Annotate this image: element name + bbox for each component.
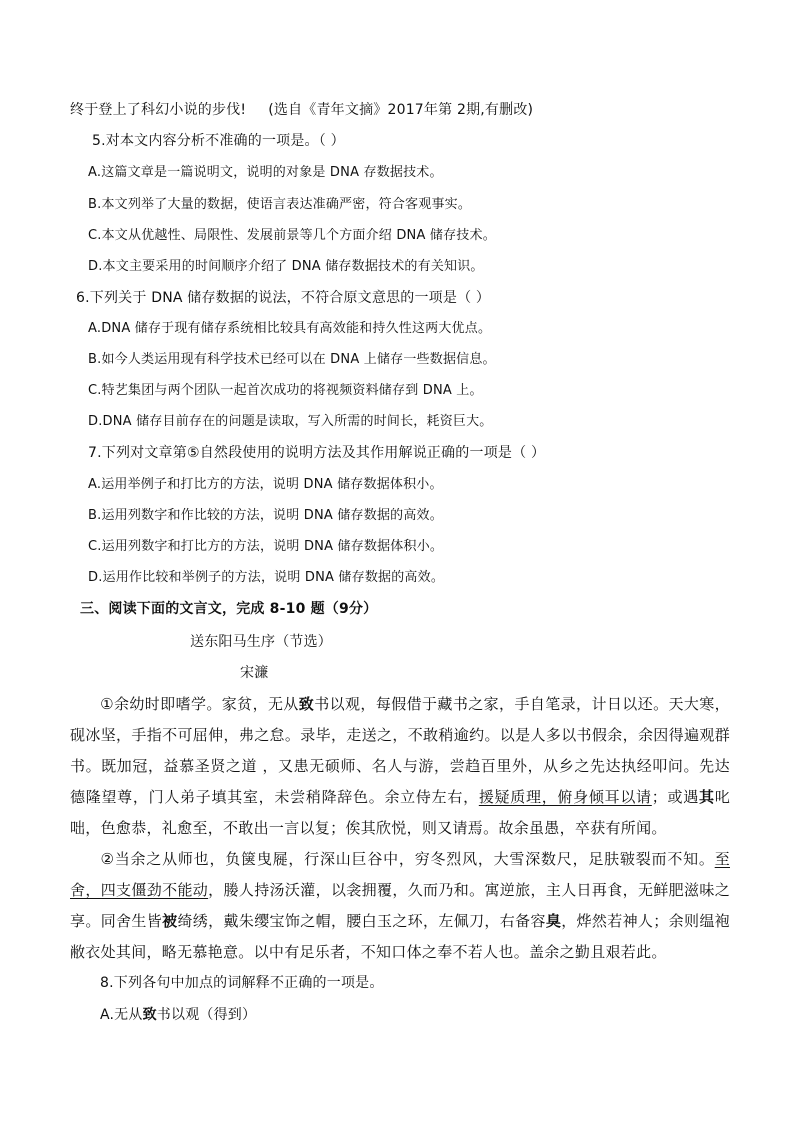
para1-text-3: ；或遇 [651,788,699,806]
question-6-option-c: C.特艺集团与两个团队一起首次成功的将视频资料储存到 DNA 上。 [88,383,483,398]
para2-text-4: ，烨然若神人；余则缊袍敝衣处其间，略无慕艳意。以中有足乐者，不知口体之奉不若人也。盖余之勤且艰若此。 [70,912,730,961]
q8-option-a-prefix: A.无从 [100,1007,143,1023]
question-7-option-a: A.运用举例子和打比方的方法，说明 DNA 储存数据体积小。 [88,477,443,492]
para2-text-2: ，媵人持汤沃灌，以衾拥覆，久而乃和。寓逆旅，主人日再食，无鲜肥滋味之享。同舍生皆 [70,881,730,930]
question-6-option-b: B.如今人类运用现有科学技术已经可以在 DNA 上储存一些数据信息。 [88,352,496,367]
passage-title: 送东阳马生序（节选） [190,634,332,650]
question-5-option-b: B.本文列举了大量的数据，使语言表达准确严密，符合客观事实。 [88,197,472,212]
para2-text-3: 绮绣，戴朱缨宝饰之帽，腰白玉之环，左佩刀，右备容 [177,912,546,930]
para1-underlined-sentence: 援疑质理，俯身倾耳以请 [478,788,652,806]
para2-underlined-sentence: 至舍，四支僵劲不能动 [70,850,730,899]
question-8-stem: 8.下列各句中加点的词解释不正确的一项是。 [100,975,384,991]
para1-text-4: 叱咄，色愈恭，礼愈至，不敢出一言以复；俟其欣悦，则又请焉。故余虽愚，卒获有所闻。 [70,788,730,837]
source-line [70,101,533,119]
question-5-option-c: C.本文从优越性、局限性、发展前景等几个方面介绍 DNA 储存技术。 [88,228,496,243]
question-7-stem: 7.下列对文章第⑤自然段使用的说明方法及其作用解说正确的一项是（ ） [88,445,546,461]
para1-dotted-word-zhi: 致 [298,695,315,713]
para2-dotted-word-xiu: 臭 [545,912,562,930]
passage-paragraph-1 [70,689,730,844]
source-note: (选自《青年文摘》2017年第 2期,有删改) [268,102,534,118]
q8-option-a-dotted-word: 致 [142,1007,157,1023]
question-6-option-a: A.DNA 储存于现有储存系统相比较具有高效能和持久性这两大优点。 [88,321,492,336]
section-heading: 三、阅读下面的文言文，完成 8-10 题（9分） [80,601,378,617]
question-5-option-d: D.本文主要采用的时间顺序介绍了 DNA 储存数据技术的有关知识。 [88,259,484,274]
passage-author: 宋濂 [240,665,269,681]
para1-text-1: ①余幼时即嗜学。家贫，无从 [100,695,299,713]
para1-text-2: 书以观，每假借于藏书之家，手自笔录，计日以还。天大寒，砚冰坚，手指不可屈伸，弗之怠。录毕，走送之，不敢稍逾约。以是人多以书假余，余因得遍观群书。既加冠，益慕圣贤之道 ，又患无硕师、名人与游，尝趋百里外，从乡之先达执经叩问。先达德隆望尊，门人弟子填其室，未尝稍降辞色。余立侍左右， [70,695,730,806]
question-5-stem: 5.对本文内容分析不准确的一项是。（ ） [92,133,345,149]
para1-dotted-word-qi: 其 [698,788,715,806]
para2-text-1: ②当余之从师也，负箧曳屣，行深山巨谷中，穷冬烈风，大雪深数尺，足肤皲裂而不知。 [100,850,715,868]
question-7-option-c: C.运用列数字和打比方的方法，说明 DNA 储存数据体积小。 [88,539,444,554]
passage-paragraph-2 [70,844,730,968]
question-7-option-b: B.运用列数字和作比较的方法，说明 DNA 储存数据的高效。 [88,508,443,523]
question-5-option-a: A.这篇文章是一篇说明文，说明的对象是 DNA 存数据技术。 [88,165,443,180]
question-8-option-a [100,1006,256,1024]
question-7-option-d: D.运用作比较和举例子的方法，说明 DNA 储存数据的高效。 [88,570,445,585]
q8-option-a-suffix: 书以观（得到） [156,1007,257,1023]
para2-dotted-word-bei: 被 [162,912,178,930]
question-6-stem: 6.下列关于 DNA 储存数据的说法，不符合原文意思的一项是（ ） [76,290,491,306]
question-6-option-d: D.DNA 储存目前存在的问题是读取，写入所需的时间长，耗资巨大。 [88,414,493,429]
source-line-text: 终于登上了科幻小说的步伐! [70,102,247,118]
